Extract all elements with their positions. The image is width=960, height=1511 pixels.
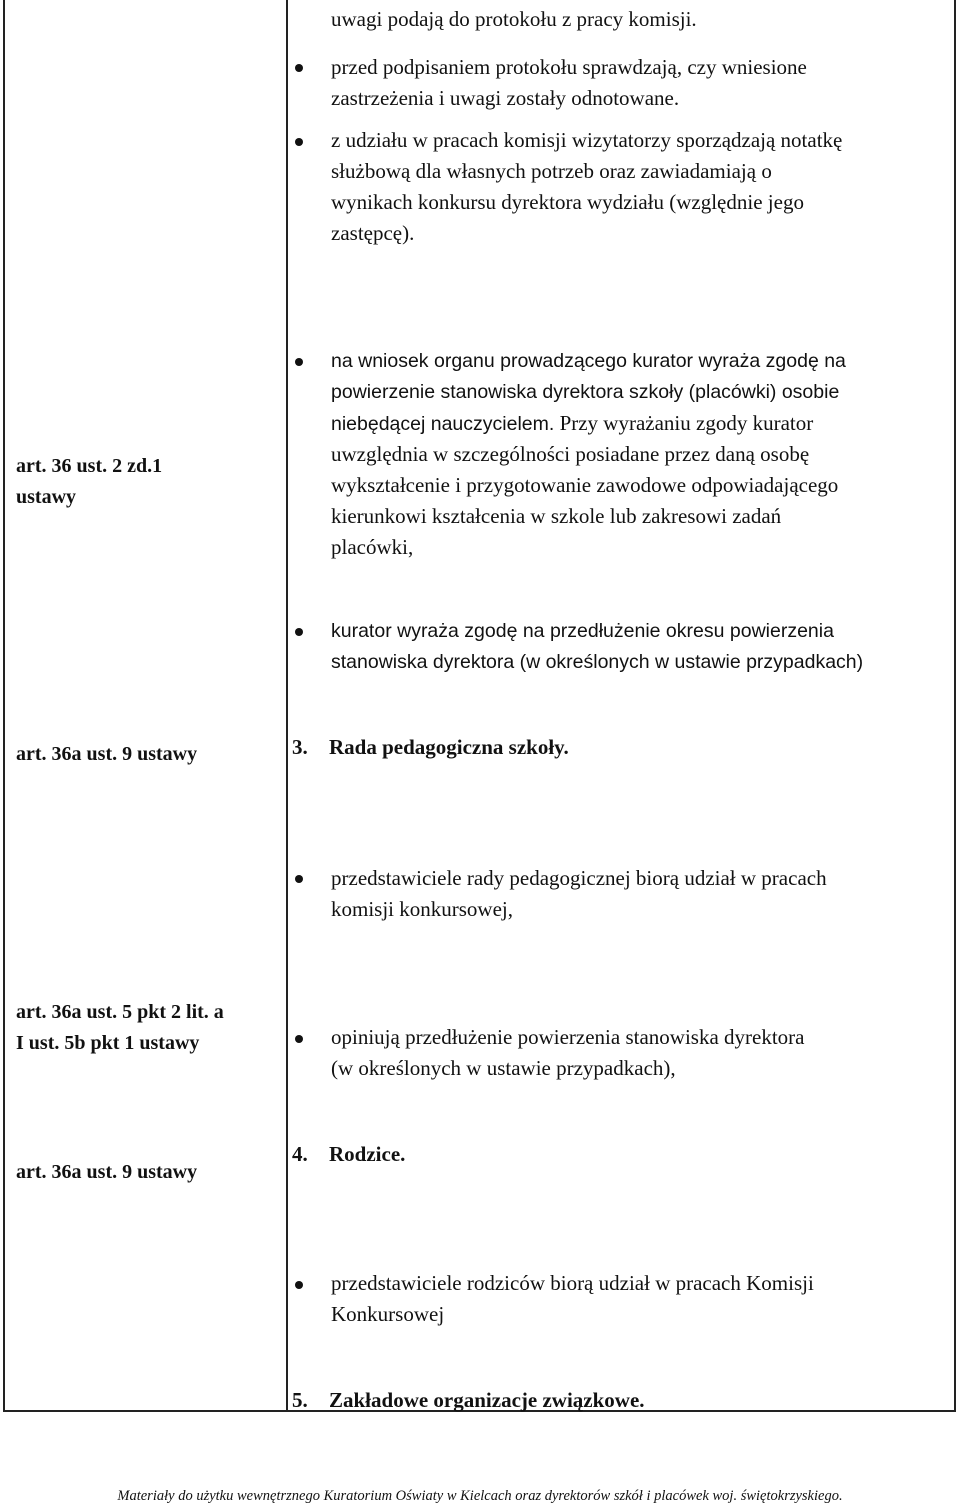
text-line (331, 408, 813, 440)
text-line: uwagi podają do protokołu z pracy komisji. (331, 7, 697, 31)
section-title: Rodzice. (329, 1142, 406, 1166)
text-line: na wniosek organu prowadzącego kurator wyraża zgodę na (331, 350, 846, 372)
legal-reference: art. 36 ust. 2 zd.1 (16, 455, 163, 477)
text-line: stanowiska dyrektora (w określonych w ustawie przypadkach) (331, 651, 864, 673)
text-line: opiniują przedłużenie powierzenia stanowiska dyrektora (331, 1025, 805, 1049)
text-line: (w określonych w ustawie przypadkach), (331, 1056, 676, 1080)
section-title: Zakładowe organizacje związkowe. (329, 1388, 645, 1412)
legal-reference: I ust. 5b pkt 1 ustawy (16, 1032, 200, 1054)
text-line: placówki, (331, 535, 414, 559)
text-line: wynikach konkursu dyrektora wydziału (względnie jego (331, 190, 804, 214)
legal-reference: art. 36a ust. 5 pkt 2 lit. a (16, 1001, 224, 1023)
section-number: 5. (292, 1388, 308, 1412)
text-line: kurator wyraża zgodę na przedłużenie okresu powierzenia (331, 620, 834, 642)
text-line: służbową dla własnych potrzeb oraz zawiadamiają o (331, 159, 772, 183)
text-line: zastępcę). (331, 221, 415, 245)
text-line: przedstawiciele rodziców biorą udział w pracach Komisji (331, 1271, 814, 1295)
bullet-icon (295, 1281, 303, 1289)
column-divider (286, 0, 288, 1410)
bullet-icon (295, 358, 303, 366)
section-number: 4. (292, 1142, 308, 1166)
bullet-icon (295, 138, 303, 146)
bullet-icon (295, 1035, 303, 1043)
text-line: wykształcenie i przygotowanie zawodowe odpowiadającego (331, 473, 839, 497)
text-line: przed podpisaniem protokołu sprawdzają, czy wniesione (331, 55, 807, 79)
section-number: 3. (292, 735, 308, 759)
bullet-icon (295, 64, 303, 72)
legal-reference: art. 36a ust. 9 ustawy (16, 743, 198, 765)
text-line: z udziału w pracach komisji wizytatorzy sporządzają notatkę (331, 128, 843, 152)
text-line: komisji konkursowej, (331, 897, 513, 921)
text-line: Konkursowej (331, 1302, 445, 1326)
page-footer: Materiały do użytku wewnętrznego Kuratorium Oświaty w Kielcach oraz dyrektorów szkół i placówek woj. świętokrzyskiego. (117, 1488, 843, 1504)
text-line: kierunkowi kształcenia w szkole lub zakresowi zadań (331, 504, 782, 528)
text-line: przedstawiciele rady pedagogicznej biorą udział w pracach (331, 866, 827, 890)
section-title: Rada pedagogiczna szkoły. (329, 735, 569, 759)
text-span: Przy wyrażaniu zgody kurator (554, 411, 814, 435)
bullet-icon (295, 875, 303, 883)
bullet-icon (295, 628, 303, 636)
text-span: niebędącej nauczycielem. (331, 413, 555, 435)
legal-reference: ustawy (16, 486, 77, 508)
legal-reference: art. 36a ust. 9 ustawy (16, 1161, 198, 1183)
text-line: zastrzeżenia i uwagi zostały odnotowane. (331, 86, 680, 110)
text-line: powierzenie stanowiska dyrektora szkoły (placówki) osobie (331, 381, 840, 403)
text-line: uwzględnia w szczególności posiadane przez daną osobę (331, 442, 810, 466)
